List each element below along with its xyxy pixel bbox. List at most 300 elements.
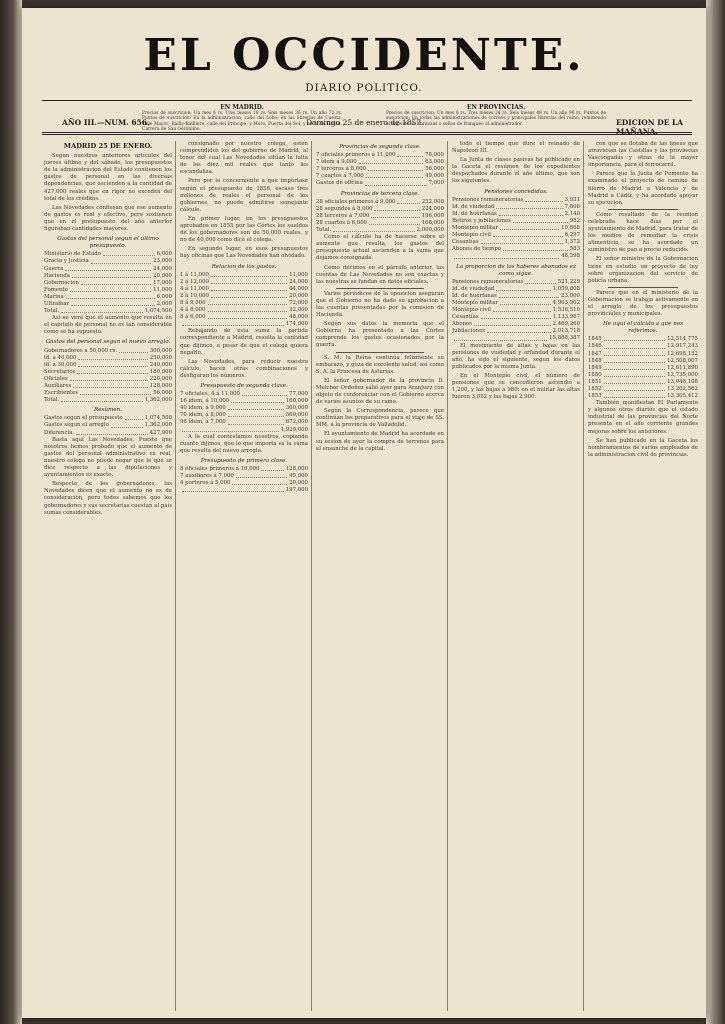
table-cell-label: 7 terceros á 8,000 <box>316 166 366 173</box>
leader-dots <box>78 355 147 360</box>
table-cell-value: 2,013,718 <box>552 328 580 335</box>
table-cell-label: 1847 <box>588 350 602 357</box>
table <box>44 348 172 398</box>
leader-dots <box>499 211 563 216</box>
article-separator <box>608 209 678 210</box>
leader-dots <box>374 206 419 211</box>
table-cell-label: id. a 30,000 <box>44 361 77 368</box>
paragraph: Respecto de los gobernadores, las Novedades dicen que el aumento no es de consideracion, pero todos sabemos que los gobernadores y sus secretarías cuestan al país sumas considerables. <box>44 481 172 516</box>
leader-dots <box>125 415 143 420</box>
table-cell-label: Hacienda <box>44 272 70 279</box>
table-cell-value: 521,229 <box>557 278 580 285</box>
paragraph: Parece que en el ministerio de la Gobernacion se trabaja activamente en el arreglo de los presupuestos provinciales y municipales. <box>588 289 698 318</box>
paragraph: Basta aquí Las Novedades. Puesto que nosotros hemos probado que el aumento de gastos del personal administrativo es real, nuestro colega no puede negar que lo que se dice respecto a las diputaciones y ayuntamientos es exacto. <box>44 436 172 479</box>
table-row <box>180 293 308 300</box>
paragraph: Así se verá que el aumento que resulta en el capítulo de personal no es tan considerable como se ha supuesto. <box>44 315 172 336</box>
table-cell-value: 240,000 <box>149 361 172 368</box>
table-row <box>588 358 698 365</box>
leader-dots <box>228 419 284 424</box>
table-cell-value: 6,297 <box>564 232 580 239</box>
table-caption: La proporcion de los haberes abonados es como sigue. <box>456 263 576 277</box>
table-caption: Gastos del personal segun el último presupuesto. <box>57 236 159 250</box>
table-cell-label: 1851 <box>588 378 602 385</box>
table-cell-value: 1,536,510 <box>552 307 580 314</box>
table-total: 48,598 <box>452 253 580 260</box>
leader-dots <box>499 293 559 298</box>
article-separator <box>336 288 424 289</box>
table-row <box>44 280 172 287</box>
table-cell-value: 48,000 <box>289 314 308 321</box>
table-row <box>180 314 308 321</box>
table-row <box>44 369 172 376</box>
table-row <box>588 365 698 372</box>
table-row <box>44 376 172 383</box>
header-rule-top <box>42 100 692 101</box>
table <box>180 466 308 487</box>
table-cell-label: Secretarios <box>44 368 76 375</box>
paragraph: El señor ministro de la Gobernacion tiene en estudio un proyecto de ley sobre organizacion del servicio de policía urbana. <box>588 256 698 284</box>
table-row <box>452 300 580 307</box>
table-cell-value: 63,000 <box>425 159 444 166</box>
table-cell-value: 24,000 <box>289 278 308 285</box>
leader-dots <box>261 466 283 471</box>
newspaper-page <box>22 8 706 1018</box>
leader-dots <box>604 336 665 341</box>
table-cell-value: 6,000 <box>156 293 172 300</box>
article-separator <box>608 287 678 288</box>
table-cell-value: 2,469,260 <box>552 321 580 328</box>
paragraph: S. M. la Reina continúa felizmente su embarazo, y goza de excelente salud, así como S. A. la Princesa de Asturias. <box>316 354 444 375</box>
table-cell-value: 1,133,967 <box>552 314 580 321</box>
leader-dots <box>232 480 287 485</box>
table-cell-value: 12,508,007 <box>667 357 698 364</box>
table-row <box>316 220 444 227</box>
table-cell-value: 252,000 <box>421 198 444 205</box>
table-cell-label: 1852 <box>588 386 602 392</box>
leader-dots <box>91 258 151 263</box>
table-cell-label: id. a 40,000 <box>44 354 77 361</box>
table-total: Total. 2,000,000 <box>316 227 444 234</box>
table-row <box>316 213 444 220</box>
leader-dots <box>80 390 151 395</box>
table-cell-value: 672,000 <box>285 419 308 426</box>
masthead-subtitle: DIARIO POLITICO. <box>305 82 423 94</box>
table-caption: Provincias de tercera clase. <box>340 190 420 197</box>
table-cell-label: 8 á 9,000 <box>180 299 206 306</box>
table-row <box>316 173 444 180</box>
binding-right-edge <box>706 0 725 1024</box>
table-cell-label: 1849 <box>588 364 602 371</box>
table-cell-label: 7 oficiales, 4 á 11,000 <box>180 391 240 398</box>
table-cell-value: 12,611,890 <box>667 364 698 371</box>
table-row <box>452 204 580 211</box>
table-cell-label: 7 auxiliares á 7,000 <box>180 473 234 480</box>
leader-dots <box>371 213 419 218</box>
leader-dots <box>604 358 665 363</box>
table-cell-label: Id. de viudedad <box>452 203 495 210</box>
table-cell-value: 13,305,412 <box>667 393 698 400</box>
table-cell-value: 20,000 <box>289 292 308 299</box>
table-cell-label: Abonos <box>452 321 473 328</box>
table-cell-label: Pensiones remuneratorias <box>452 196 524 203</box>
table-caption: Presupuesto de segunda clase. <box>200 383 288 389</box>
leader-dots <box>359 159 423 164</box>
paragraph: con que se dotaba de las líneas que atraviesan las Castillas y las provincias Vascongadas y otras de la mayor importancia, para el ferrocarril. <box>588 141 698 169</box>
table-caption: Relacion de los gastos. <box>211 263 277 270</box>
table-row <box>588 343 698 350</box>
leader-dots <box>525 279 555 284</box>
table-cell-label: 2 á 10,000 <box>180 292 209 299</box>
column-divider <box>447 141 448 1011</box>
table-cell-label: 1845 <box>588 336 602 343</box>
table-cell-label: 28 oficiales primeros á 9,000 <box>316 198 396 205</box>
table-row <box>452 328 580 335</box>
paragraph: Según la Correspondencia, parece que continúan los preparativos para el viaje de SS. MM. a la provincia de Valladolid. <box>316 408 444 429</box>
table-row <box>180 279 308 286</box>
paragraph: También manifiestan El Parlamento y algunos otros diarios que el estado industrial de las provincias del Norte presenta en el año corriente grandes mejoras sobre los anteriores. <box>588 400 698 435</box>
table-row <box>452 293 580 300</box>
table-cell-label: Gastos segun el presupuesto <box>44 415 123 422</box>
leader-dots <box>493 232 563 237</box>
leader-dots <box>65 266 151 271</box>
table-cell-value: 7,606 <box>564 203 580 210</box>
table-cell-value: 12,698,152 <box>667 350 698 357</box>
table-cell-label: Retiros y jubilaciones <box>452 217 511 224</box>
leader-dots <box>211 279 287 284</box>
table-cell-label: Escribientes <box>44 390 78 397</box>
leader-dots <box>500 225 559 230</box>
leader-dots <box>481 314 551 319</box>
leader-dots <box>365 180 427 185</box>
table-row <box>452 218 580 225</box>
table-cell-label: 1 á 11,000 <box>180 271 209 278</box>
table-cell-value: 49,000 <box>425 173 444 180</box>
table-cell-label: Gracia y Justicia <box>44 258 89 265</box>
issue-date: Domingo 25 de enero de 1857. <box>306 118 424 127</box>
table-row <box>316 199 444 206</box>
leader-dots <box>111 422 143 427</box>
lead-article-title: MADRID 25 DE ENERO. <box>63 142 153 150</box>
paragraph: Como el cálculo ha de hacerse sobre el aumento que resulta, los gastos del presupuesto actual ascienden a la suma que dejamos consignada. <box>316 234 444 262</box>
table-cell-value: 1,074,500 <box>144 415 172 422</box>
table-cell-label: Montepío militar <box>452 225 498 232</box>
table-cell-value: 11,000 <box>153 286 172 293</box>
table-row <box>316 206 444 213</box>
table-caption: He aquí el cálculo a que nos referimos. <box>602 321 684 335</box>
table <box>44 415 172 429</box>
column-divider <box>583 141 584 1011</box>
table-cell-value: 44,000 <box>289 285 308 292</box>
masthead-title: EL OCCIDENTE. <box>143 30 585 81</box>
table-total: 1,929,000 <box>180 427 308 434</box>
leader-dots <box>397 199 419 204</box>
table-cell-label: Montepío militar <box>452 299 498 306</box>
table-total: Diferencia. 427,000 <box>44 429 172 436</box>
table-cell-value: 300,000 <box>149 347 172 354</box>
table-row <box>44 422 172 429</box>
paragraph: Como resultado de la reunion celebrada hace días por el ayuntamiento de Madrid, para tratar de los medios de remediar la crisis alimenticia, se ha acordado un suministro de pan a precio reducido. <box>588 211 698 254</box>
article-separator <box>336 352 424 353</box>
table <box>180 272 308 322</box>
table-row <box>588 386 698 393</box>
table-cell-value: 72,000 <box>289 299 308 306</box>
leader-dots <box>604 343 665 348</box>
table-cell-label: 4 porteros á 5,000 <box>180 480 231 487</box>
table-cell-value: 224,000 <box>421 205 444 212</box>
table-row <box>44 287 172 294</box>
paragraph: consignado por nuestro colega, estén comprendidos los del gobierno de Madrid, al tenor del cual Las Novedades sitúan la falta de los diez mil reales que tanto les escandaliza. <box>180 141 308 176</box>
paragraph: En primer lugar, en los presupuestos aprobados en 1855 por las Córtes los sueldos de los gobernadores son de 50,000 reales, y no de 40,000 como dice el colega. <box>180 215 308 244</box>
leader-dots <box>78 362 147 367</box>
table-row <box>452 239 580 246</box>
table-cell-value: 4,903,902 <box>552 299 580 306</box>
table-cell-value: 12,514,775 <box>667 336 698 343</box>
leader-dots <box>208 300 288 305</box>
leader-dots <box>119 348 148 353</box>
leader-dots <box>496 204 562 209</box>
table-row <box>452 314 580 321</box>
table <box>316 199 444 227</box>
table-cell-value: 7,000 <box>428 180 444 187</box>
paragraph: Las Novedades, para reducir nuestro cálculo, hacen otras combinaciones y desfiguran los números. <box>180 358 308 379</box>
table-cell-label: Auxiliares <box>44 383 72 389</box>
table-row <box>452 211 580 218</box>
paragraph: El ayuntamiento de Madrid ha acordado en su sesion de ayer la compra de terrenos para el ensanche de la capital. <box>316 431 444 452</box>
table-cell-value: 10,868 <box>561 225 580 232</box>
table-caption: Provincias de segunda clase. <box>339 144 421 150</box>
table-cell-label: Gastos segun el arreglo <box>44 422 109 429</box>
leader-dots <box>604 372 665 377</box>
table-cell-value: 220,000 <box>149 375 172 382</box>
paragraph: Según sus datos la memoria que el Gobierno ha presentado a las Córtes comprende los gastos ocasionados por la guerra. <box>316 321 444 349</box>
table-caption: Pensiones concedidas. <box>484 188 548 195</box>
leader-dots <box>228 405 284 410</box>
table-cell-label: 8 oficiales primeros á 16,000 <box>180 466 260 473</box>
table-cell-label: Id. de viudedad <box>452 285 495 292</box>
table-cell-label: 1846 <box>588 343 602 350</box>
table-cell-label: Id. de huérfanas <box>452 210 497 217</box>
table-cell-value: 250,000 <box>149 354 172 361</box>
table-cell-value: 13,048,108 <box>667 378 698 385</box>
table-cell-value: 56,000 <box>153 390 172 397</box>
table-row <box>180 480 308 487</box>
paragraph: Varios periódicos de la oposicion aseguran que el Gobierno no ha dado su aprobacion a las cuentas presentadas por la comision de Hacienda. <box>316 290 444 319</box>
table-cell-label: Oficiales <box>44 375 68 382</box>
table-row <box>44 383 172 390</box>
leader-dots <box>211 286 287 291</box>
table-cell-value: 1,372 <box>564 239 580 246</box>
paragraph: Pero por lo concerniente a que importase según el presupuesto de 1856, escaso tres millones de reales el personal de los gobiernos, no puede admitirse semejante cálculo. <box>180 178 308 213</box>
table-caption: Gastos del personal segun el nuevo arreglo. <box>45 339 171 346</box>
table-row <box>44 266 172 273</box>
table-row <box>316 180 444 187</box>
table <box>588 336 698 400</box>
paragraph: A lo cual contestamos nosotros, copiando cuanto dijimos, que lo que importa es la suma que resulta del nuevo arreglo. <box>180 433 308 454</box>
leader-dots <box>70 287 151 292</box>
leader-dots <box>368 166 423 171</box>
table-cell-label: Montepío civil <box>452 232 491 239</box>
table-cell-value: 982 <box>569 217 580 224</box>
table-cell-label: Id. de huérfanas <box>452 292 497 299</box>
edition-label: EDICION DE LA MAÑANA. <box>616 118 684 136</box>
table-cell-value: 12,917,243 <box>667 343 698 350</box>
table-cell-value: 196,000 <box>421 212 444 219</box>
table-total: Total. 1,074,500 <box>44 308 172 315</box>
leader-dots <box>242 391 287 396</box>
leader-dots <box>493 307 551 312</box>
table-row <box>44 355 172 362</box>
table-row <box>452 246 580 253</box>
table <box>452 279 580 336</box>
table-cell-label: 7 cuartos á 7,000 <box>316 173 364 180</box>
leader-dots <box>73 383 147 388</box>
column-2 <box>180 141 308 1011</box>
table-cell-label: Marina <box>44 293 64 300</box>
binding-left-edge <box>0 0 22 1024</box>
table-cell-value: 78,000 <box>425 152 444 159</box>
table-cell-value: 12,735,000 <box>667 371 698 378</box>
leader-dots <box>496 286 550 291</box>
table-row <box>588 379 698 386</box>
table-row <box>452 279 580 286</box>
table-cell-value: 2,140 <box>564 210 580 217</box>
table-cell-value: 32,000 <box>289 307 308 314</box>
table-cell-label: Pensiones remuneratorias <box>452 278 524 285</box>
table-row <box>44 415 172 422</box>
table-cell-label: Montepío civil <box>452 307 491 314</box>
table-cell-value: 6,000 <box>156 251 172 258</box>
leader-dots <box>81 280 151 285</box>
column-3 <box>316 141 444 1011</box>
table-total: 197,000 <box>180 487 308 494</box>
table-cell-label: Ultramar <box>44 300 70 307</box>
table-cell-label: 28 cuartos á 6,000 <box>316 219 368 226</box>
table-row <box>452 197 580 204</box>
column-5 <box>588 141 698 1011</box>
leader-dots <box>604 365 665 370</box>
table-cell-label: 1850 <box>588 371 602 378</box>
table-cell-value: 168,000 <box>421 219 444 226</box>
table-cell-label: Gobernadores a 50,000 rs. <box>44 347 117 354</box>
paragraph: Se han publicado en la Gaceta los nombramientos de varios empleados de la administracion civil de provincias. <box>588 437 698 458</box>
table-row <box>44 362 172 369</box>
table-row <box>44 258 172 265</box>
table-cell-value: 180,000 <box>149 368 172 375</box>
header-rule-bottom <box>42 132 692 135</box>
leader-dots <box>228 412 284 417</box>
table-cell-label: 7 ídem á 9,000 <box>316 159 357 166</box>
paragraph: Segun nuestros anteriores artículos del jueves último y del sábado, los presupuestos de la administracion del Estado contienen los gastos de personal en las diversas dependencias, que ascienden a la cantidad de 427,000 reales que en rigor no exceden del total de los créditos. <box>44 153 172 202</box>
column-1 <box>44 141 172 1011</box>
table-cell-value: 17,000 <box>153 279 172 286</box>
table <box>316 152 444 187</box>
table-row <box>180 300 308 307</box>
table-total: 174,000 <box>180 321 308 328</box>
table-row <box>452 286 580 293</box>
leader-dots <box>487 328 550 333</box>
table-cell-label: 16 idem, á 10,000 <box>180 398 230 405</box>
table-row <box>180 286 308 293</box>
table-cell-value: 3,031 <box>564 196 580 203</box>
madrid-heading: EN MADRID. <box>220 104 264 111</box>
leader-dots <box>500 300 551 305</box>
table-cell-label: 2 á 12,000 <box>180 278 209 285</box>
leader-dots <box>208 307 288 312</box>
table-cell-value: 56,000 <box>425 166 444 173</box>
table-cell-value: 1,362,000 <box>144 422 172 429</box>
table-cell-label: 96 idem, á 7,000 <box>180 419 226 426</box>
provincias-text: Precios de suscricion: Un mes 8 rs. Tres meses 24 rs. Seis meses 48 rs. Un año 96 rs. Puntos de suscricion: En todas las administraciones de correos y principales librerías del reino, remitiendo el importe en libranzas o sellos de franqueo al administrador. <box>386 111 606 127</box>
table-cell-value: 583 <box>569 246 580 253</box>
table-cell-label: 28 terceros á 7,000 <box>316 212 370 219</box>
table-cell-value: 128,000 <box>285 466 308 473</box>
table-row <box>588 336 698 343</box>
table-row <box>180 419 308 426</box>
table-cell-value: 77,000 <box>289 391 308 398</box>
leader-dots <box>211 293 287 298</box>
table-cell-value: 1,059,808 <box>552 285 580 292</box>
paragraph: todo el tiempo que dure el reinado de Napoleon III. <box>452 141 580 155</box>
paragraph: El movimiento de altas y bajas en las pensiones de viudedad y orfandad durante el año, ha sido el siguiente, segun los datos publicados por la misma Junta. <box>452 342 580 370</box>
table-cell-value: 160,000 <box>285 398 308 405</box>
table-cell-label: Cesantías <box>452 239 479 246</box>
leader-dots <box>211 272 287 277</box>
table-total: 15,888,387 <box>452 335 580 342</box>
table-cell-label: 4 á 8,000 <box>180 307 206 314</box>
leader-dots <box>72 273 151 278</box>
table-cell-label: Cesantías <box>452 314 479 321</box>
leader-dots <box>236 473 287 478</box>
table-cell-value: 23,000 <box>153 258 172 265</box>
leader-dots <box>70 376 148 381</box>
leader-dots <box>525 197 562 202</box>
table-cell-value: 560,000 <box>285 412 308 419</box>
provincias-heading: EN PROVINCIAS. <box>466 104 526 111</box>
column-divider <box>175 141 176 1011</box>
leader-dots <box>369 220 420 225</box>
table-row <box>44 273 172 280</box>
issue-number: AÑO III.—NUM. 656. <box>62 118 150 127</box>
paragraph: En segundo lugar, en esos presupuestos hay oficinas que Las Novedades han olvidado. <box>180 246 308 260</box>
leader-dots <box>604 386 665 391</box>
table-cell-label: Fomento <box>44 286 68 293</box>
leader-dots <box>604 379 665 384</box>
table-row <box>180 272 308 279</box>
table-caption: Presupuesto de primera clase. <box>200 457 288 464</box>
paragraph: Las Novedades confiesan que ese aumento de gastos es real y efectivo, pero sostienen que en el presupuesto del año anterior figuraban cantidades mayores. <box>44 204 172 233</box>
table-cell-label: 1853 <box>588 393 602 400</box>
table-cell-value: 20,000 <box>289 480 308 487</box>
table-cell-value: 11,000 <box>289 271 308 278</box>
table-cell-label: Gastos de oficina <box>316 180 363 187</box>
leader-dots <box>503 246 568 251</box>
table-cell-label: 7 oficiales primeros á 11,000 <box>316 152 396 159</box>
table-cell-value: 2,000 <box>156 300 172 307</box>
table-cell-label: 1848 <box>588 357 602 364</box>
table-cell-label: 28 segundos á 8,000 <box>316 205 373 212</box>
table-cell-value: 24,000 <box>153 265 172 272</box>
leader-dots <box>71 301 154 306</box>
table-row <box>588 351 698 358</box>
leader-dots <box>231 398 283 403</box>
paragraph: Rebajando de esta suma la partida correspondiente a Madrid, resulta la cantidad que dijimos, a pesar de que el colega quiera negarlo. <box>180 328 308 356</box>
column-divider <box>311 141 312 1011</box>
leader-dots <box>77 369 147 374</box>
leader-dots <box>103 251 155 256</box>
table-cell-value: 20,000 <box>153 272 172 279</box>
table-cell-label: Abonos de tiempo <box>452 246 502 253</box>
paragraph: Parece que la Junta de Fomento ha examinado el proyecto de camino de hierro de Madrid a Valencia y de Madrid a Cádiz, y ha acordado apoyar su ejecucion. <box>588 171 698 206</box>
